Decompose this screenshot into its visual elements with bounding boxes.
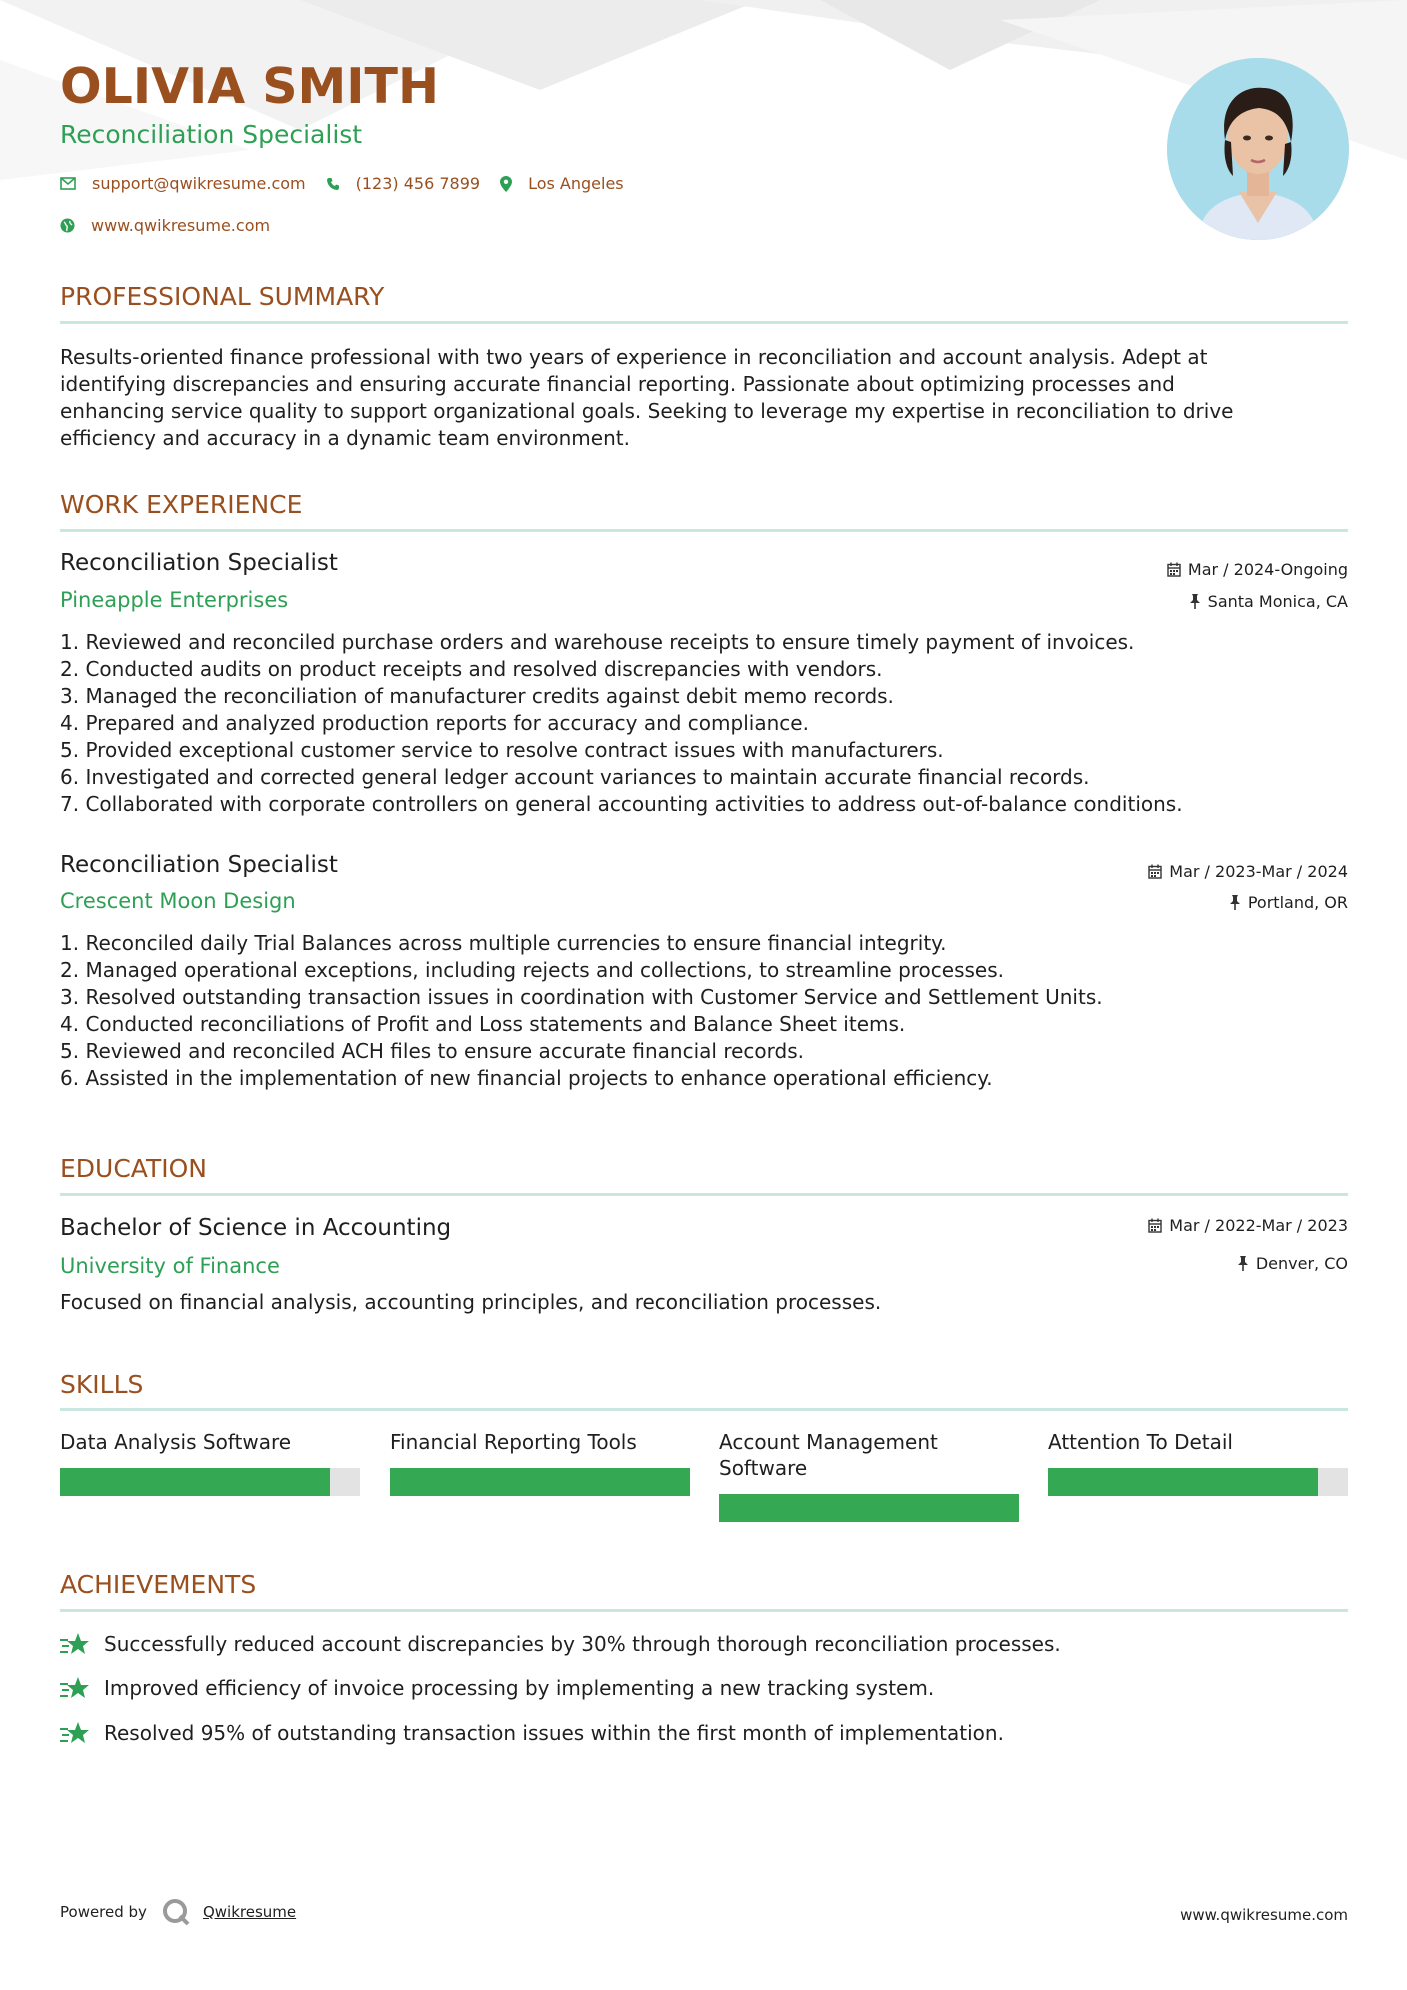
job-dates	[1167, 560, 1348, 579]
list-item: 2. Conducted audits on product receipts and resolved discrepancies with vendors.	[60, 657, 883, 681]
school-name: University of Finance	[60, 1254, 280, 1278]
list-item: 4. Prepared and analyzed production reports for accuracy and compliance.	[60, 711, 809, 735]
degree-title: Bachelor of Science in Accounting	[60, 1215, 452, 1241]
skills-divider	[60, 1408, 1348, 1411]
list-item: 5. Provided exceptional customer service to resolve contract issues with manufacturers.	[60, 738, 944, 762]
skill-bar	[60, 1468, 360, 1496]
candidate-role: Reconciliation Specialist	[60, 120, 363, 149]
star-icon	[60, 1632, 90, 1656]
footer-website[interactable]: www.qwikresume.com	[1180, 1906, 1348, 1924]
envelope-icon	[60, 177, 76, 190]
skill-bar-fill	[1048, 1468, 1318, 1496]
summary-line: Results-oriented finance professional with two years of experience in reconciliation and account analysis. Adept at	[60, 345, 1208, 369]
job-location-text: Portland, OR	[1247, 893, 1348, 912]
job-dates-text: Mar / 2024-Ongoing	[1187, 560, 1348, 579]
summary-title: PROFESSIONAL SUMMARY	[60, 282, 385, 311]
calendar-icon	[1148, 864, 1162, 879]
phone-icon	[326, 177, 340, 191]
summary-line: efficiency and accuracy in a dynamic team environment.	[60, 426, 630, 450]
achievements-title: ACHIEVEMENTS	[60, 1570, 257, 1599]
list-item: 4. Conducted reconciliations of Profit and Loss statements and Balance Sheet items.	[60, 1012, 906, 1036]
email-text: support@qwikresume.com	[92, 174, 306, 193]
star-icon	[60, 1676, 90, 1700]
skill-label: Data Analysis Software	[60, 1430, 292, 1454]
star-icon	[60, 1721, 90, 1745]
skill-item	[390, 1429, 690, 1455]
achievements-section-header	[60, 1570, 1348, 1599]
pushpin-icon	[1189, 594, 1201, 609]
summary-divider	[60, 321, 1348, 324]
website-text: www.qwikresume.com	[91, 216, 271, 235]
job-company: Crescent Moon Design	[60, 889, 296, 913]
calendar-icon	[1167, 562, 1181, 577]
calendar-icon	[1148, 1218, 1162, 1233]
list-item: 7. Collaborated with corporate controllers on general accounting activities to address out-of-balance conditions.	[60, 792, 1183, 816]
education-title: EDUCATION	[60, 1154, 207, 1183]
summary-line: enhancing service quality to support organizational goals. Seeking to leverage my expertise in reconciliation to drive	[60, 399, 1234, 423]
location-item	[500, 174, 624, 193]
job-company: Pineapple Enterprises	[60, 588, 289, 612]
education-description: Focused on financial analysis, accounting principles, and reconciliation processes.	[60, 1290, 882, 1314]
job-duties-list	[60, 629, 1348, 818]
job-title: Reconciliation Specialist	[60, 852, 338, 878]
footer-powered-by	[60, 1897, 296, 1927]
skill-bar	[390, 1468, 690, 1496]
location-text: Los Angeles	[528, 174, 624, 193]
summary-section-header	[60, 282, 1348, 311]
summary-text	[60, 344, 1348, 452]
experience-section-header	[60, 490, 1348, 519]
phone-text: (123) 456 7899	[355, 174, 481, 193]
list-item: 3. Resolved outstanding transaction issues in coordination with Customer Service and Settlement Units.	[60, 985, 1103, 1009]
skill-label: Account Management Software	[719, 1430, 938, 1480]
list-item: 1. Reconciled daily Trial Balances across multiple currencies to ensure financial integrity.	[60, 931, 947, 955]
email-item[interactable]	[60, 174, 306, 193]
website-row	[60, 216, 290, 235]
list-item: 3. Managed the reconciliation of manufacturer credits against debit memo records.	[60, 684, 894, 708]
skills-section-header	[60, 1370, 1348, 1399]
skill-bar	[1048, 1468, 1348, 1496]
education-location	[1237, 1254, 1348, 1273]
list-item: 2. Managed operational exceptions, including rejects and collections, to streamline processes.	[60, 958, 1005, 982]
job-dates	[1148, 862, 1348, 881]
candidate-name: OLIVIA SMITH	[60, 58, 439, 115]
experience-title: WORK EXPERIENCE	[60, 490, 303, 519]
list-item: 6. Investigated and corrected general ledger account variances to maintain accurate financial records.	[60, 765, 1090, 789]
achievements-divider	[60, 1609, 1348, 1612]
summary-line: identifying discrepancies and ensuring accurate financial reporting. Passionate about optimizing processes and	[60, 372, 1175, 396]
education-section-header	[60, 1154, 1348, 1183]
skill-label: Attention To Detail	[1048, 1430, 1233, 1454]
skill-item	[719, 1429, 979, 1481]
skills-title: SKILLS	[60, 1370, 144, 1399]
education-divider	[60, 1193, 1348, 1196]
achievement-text: Resolved 95% of outstanding transaction issues within the first month of implementation.	[104, 1721, 1004, 1745]
qwikresume-link[interactable]: Qwikresume	[202, 1903, 297, 1921]
powered-by-label: Powered by	[60, 1903, 147, 1921]
job-location	[1229, 893, 1348, 912]
skill-bar	[719, 1494, 1019, 1522]
skill-label: Financial Reporting Tools	[390, 1430, 637, 1454]
list-item: 5. Reviewed and reconciled ACH files to ensure accurate financial records.	[60, 1039, 804, 1063]
map-pin-icon	[500, 176, 512, 192]
profile-photo	[1167, 58, 1349, 240]
achievement-text: Improved efficiency of invoice processing by implementing a new tracking system.	[104, 1676, 935, 1700]
skill-bar-fill	[60, 1468, 330, 1496]
list-item: 1. Reviewed and reconciled purchase orders and warehouse receipts to ensure timely payment of invoices.	[60, 630, 1135, 654]
skill-bar-fill	[719, 1494, 1019, 1522]
job-location-text: Santa Monica, CA	[1207, 592, 1348, 611]
job-dates-text: Mar / 2023-Mar / 2024	[1169, 862, 1348, 881]
pushpin-icon	[1237, 1256, 1249, 1271]
list-item: 6. Assisted in the implementation of new financial projects to enhance operational efficiency.	[60, 1066, 993, 1090]
pushpin-icon	[1229, 895, 1241, 910]
skill-item	[1048, 1429, 1348, 1455]
job-title: Reconciliation Specialist	[60, 550, 338, 576]
contact-row	[60, 174, 644, 193]
job-location	[1189, 592, 1348, 611]
achievement-text: Successfully reduced account discrepancies by 30% through thorough reconciliation processes.	[104, 1632, 1061, 1656]
website-item[interactable]	[60, 216, 270, 235]
skill-item	[60, 1429, 360, 1455]
skill-bar-fill	[390, 1468, 690, 1496]
achievement-item	[60, 1721, 1004, 1745]
achievement-item	[60, 1676, 934, 1700]
achievement-item	[60, 1632, 1061, 1656]
qwikresume-logo-icon	[161, 1897, 191, 1927]
education-dates	[1148, 1216, 1348, 1235]
job-duties-list	[60, 930, 1348, 1092]
globe-icon	[60, 218, 75, 233]
experience-divider	[60, 529, 1348, 532]
phone-item[interactable]	[326, 174, 480, 193]
education-location-text: Denver, CO	[1255, 1254, 1348, 1273]
education-dates-text: Mar / 2022-Mar / 2023	[1169, 1216, 1348, 1235]
